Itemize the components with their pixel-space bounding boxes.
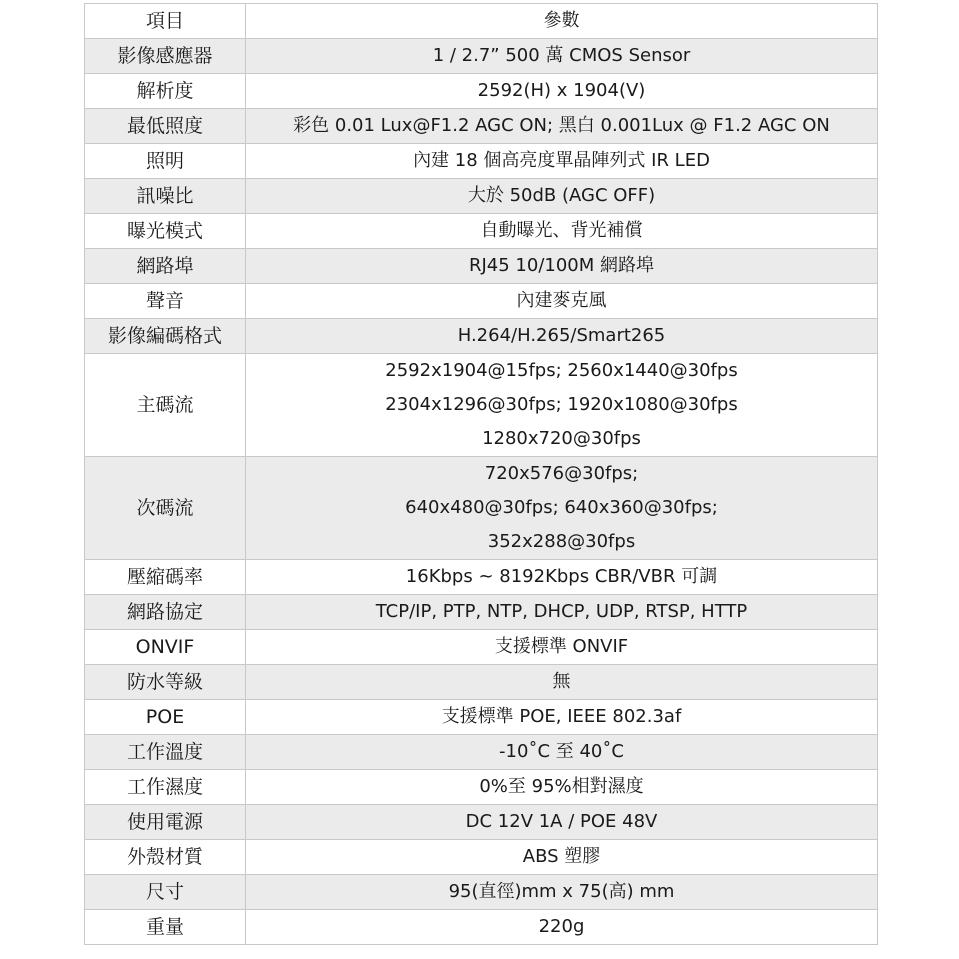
row-value: 大於 50dB (AGC OFF) [246,179,878,214]
table-header-row [85,4,878,39]
table-row [85,560,878,595]
row-value: 220g [246,910,878,945]
table-row [85,700,878,735]
row-label: 使用電源 [85,805,246,840]
row-value: 支援標準 POE, IEEE 802.3af [246,700,878,735]
table-row [85,805,878,840]
row-value: 無 [246,665,878,700]
row-value-multiline [246,457,878,560]
table-row [85,319,878,354]
row-value: 16Kbps ~ 8192Kbps CBR/VBR 可調 [246,560,878,595]
row-label: 影像編碼格式 [85,319,246,354]
row-label: 尺寸 [85,875,246,910]
row-value: 2592(H) x 1904(V) [246,74,878,109]
table-row [85,735,878,770]
row-value: -10˚C 至 40˚C [246,735,878,770]
table-row [85,109,878,144]
row-label: 工作濕度 [85,770,246,805]
row-value: 內建 18 個高亮度單晶陣列式 IR LED [246,144,878,179]
row-value-line: 1280x720@30fps [482,428,641,449]
row-value-line: 2592x1904@15fps; 2560x1440@30fps [385,360,738,381]
row-value: DC 12V 1A / POE 48V [246,805,878,840]
table-row [85,595,878,630]
table-row [85,179,878,214]
row-value-multiline [246,354,878,457]
row-value-line: 352x288@30fps [487,531,636,552]
row-value: 自動曝光、背光補償 [246,214,878,249]
row-label: 主碼流 [85,354,246,457]
row-label: 聲音 [85,284,246,319]
row-value: 95(直徑)mm x 75(高) mm [246,875,878,910]
table-row [85,875,878,910]
table-row [85,457,878,560]
row-value-line: 720x576@30fps; [484,463,639,484]
row-label: 曝光模式 [85,214,246,249]
row-label: 網路協定 [85,595,246,630]
row-value: H.264/H.265/Smart265 [246,319,878,354]
table-row [85,630,878,665]
table-row [85,354,878,457]
row-label: 防水等級 [85,665,246,700]
table-row [85,840,878,875]
table-row [85,249,878,284]
row-label: 解析度 [85,74,246,109]
row-value: RJ45 10/100M 網路埠 [246,249,878,284]
row-value: TCP/IP, PTP, NTP, DHCP, UDP, RTSP, HTTP [246,595,878,630]
spec-table [84,3,878,945]
table-row [85,770,878,805]
row-label: 壓縮碼率 [85,560,246,595]
row-label: 外殼材質 [85,840,246,875]
row-label: ONVIF [85,630,246,665]
table-row [85,144,878,179]
row-label: 工作溫度 [85,735,246,770]
row-value-line: 640x480@30fps; 640x360@30fps; [405,497,718,518]
table-row [85,284,878,319]
row-value: 內建麥克風 [246,284,878,319]
row-value: 支援標準 ONVIF [246,630,878,665]
table-row [85,39,878,74]
row-label: 照明 [85,144,246,179]
table-row [85,910,878,945]
table-row [85,214,878,249]
header-param-cell: 參數 [246,4,878,39]
header-item-cell: 項目 [85,4,246,39]
row-label: 重量 [85,910,246,945]
row-value: 1 / 2.7” 500 萬 CMOS Sensor [246,39,878,74]
row-label: 次碼流 [85,457,246,560]
row-value: 0%至 95%相對濕度 [246,770,878,805]
row-value-line: 2304x1296@30fps; 1920x1080@30fps [385,394,738,415]
table-row [85,665,878,700]
row-label: 最低照度 [85,109,246,144]
row-value: ABS 塑膠 [246,840,878,875]
row-label: 訊噪比 [85,179,246,214]
row-label: 影像感應器 [85,39,246,74]
row-label: 網路埠 [85,249,246,284]
table-row [85,74,878,109]
row-value: 彩色 0.01 Lux@F1.2 AGC ON; 黑白 0.001Lux @ F1.2 AGC ON [246,109,878,144]
row-label: POE [85,700,246,735]
